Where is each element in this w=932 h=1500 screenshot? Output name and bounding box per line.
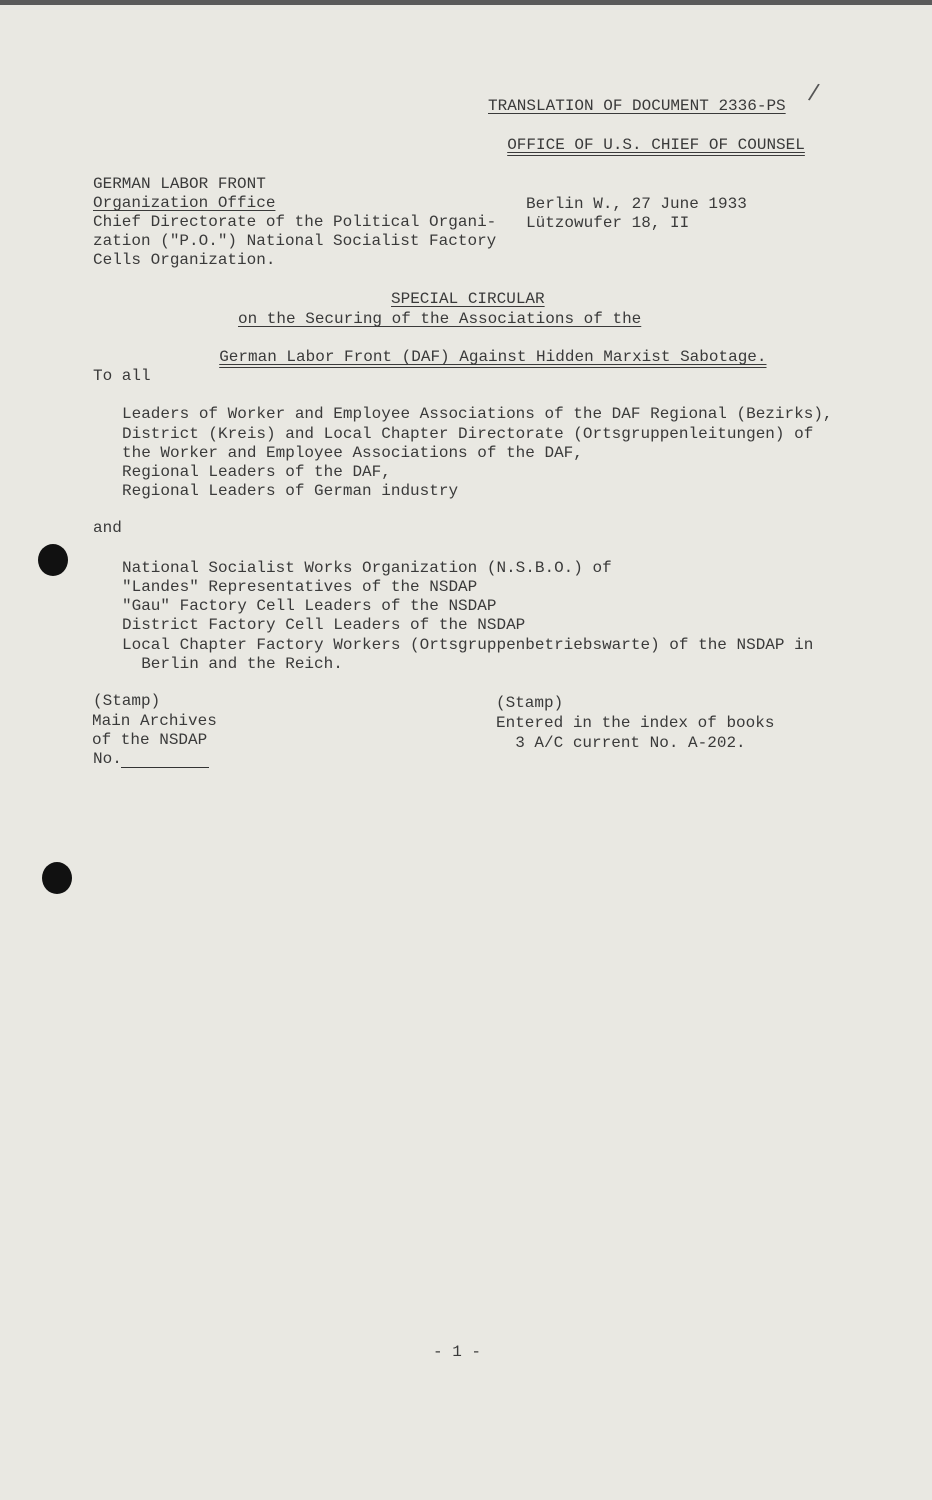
recipient-line: "Gau" Factory Cell Leaders of the NSDAP [122,597,497,615]
page-number: - 1 - [433,1343,482,1361]
recipient-line: Leaders of Worker and Employee Associations of the DAF Regional (Bezirks), [122,405,833,423]
scan-top-edge [0,0,932,5]
to-all: To all [93,367,151,385]
circular-title: SPECIAL CIRCULAR [391,290,545,308]
recipient-line: Local Chapter Factory Workers (Ortsgruppenbetriebswarte) of the NSDAP in [122,636,814,654]
recipient-line: "Landes" Representatives of the NSDAP [122,578,478,596]
stamp-line: of the NSDAP [92,731,208,749]
stamp-line: Main Archives [92,712,217,730]
circular-subtitle-line [200,329,767,368]
sender-line: zation ("P.O.") National Socialist Factory [93,232,497,250]
sender-line: GERMAN LABOR FRONT [93,175,266,193]
and-connector: and [93,519,122,537]
stamp-line: (Stamp) [93,692,161,710]
stamp-line: 3 A/C current No. A-202. [496,734,746,752]
translation-header: TRANSLATION OF DOCUMENT 2336-PS [488,97,786,115]
recipient-line: District Factory Cell Leaders of the NSDAP [122,616,526,634]
address-line: Lützowufer 18, II [526,214,690,232]
stamp-line: (Stamp) [496,694,564,712]
place-date-line: Berlin W., 27 June 1933 [526,195,747,213]
punch-hole-top [38,544,68,576]
circular-subtitle-text: German Labor Front (DAF) Against Hidden Marxist Sabotage. [219,348,767,367]
stamp-line: No. [93,750,122,768]
recipient-line: Berlin and the Reich. [122,655,343,673]
circular-subtitle-line: on the Securing of the Associations of the [238,310,642,328]
recipient-line: Regional Leaders of the DAF, [122,463,391,481]
office-header [488,117,805,156]
check-mark: / [806,79,821,106]
recipient-line: the Worker and Employee Associations of the DAF, [122,444,583,462]
sender-line: Chief Directorate of the Political Organi- [93,213,497,231]
recipient-line: District (Kreis) and Local Chapter Directorate (Ortsgruppenleitungen) of [122,425,814,443]
sender-line: Organization Office [93,194,276,212]
recipient-line: Regional Leaders of German industry [122,482,459,500]
recipient-line: National Socialist Works Organization (N.S.B.O.) of [122,559,612,577]
punch-hole-bottom [42,862,72,894]
office-header-text: OFFICE OF U.S. CHIEF OF COUNSEL [507,136,805,155]
number-blank-line [121,767,209,768]
stamp-line: Entered in the index of books [496,714,775,732]
sender-line: Cells Organization. [93,251,276,269]
